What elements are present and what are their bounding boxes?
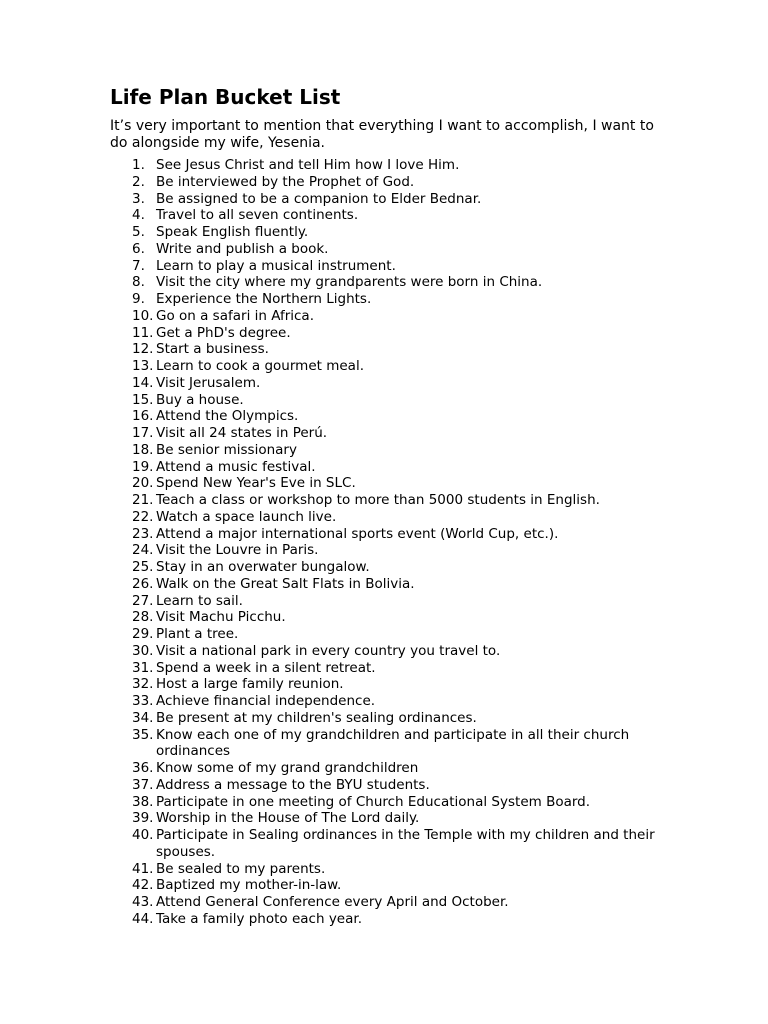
list-item-number: 29. [132,626,154,642]
list-item-number: 10. [132,307,154,324]
list-item-number: 18. [132,441,154,458]
list-item-number: 30. [132,642,154,659]
list-item [110,576,670,593]
list-item-text: Write and publish a book. [156,240,329,257]
list-item [110,509,670,526]
list-item-text: Address a message to the BYU students. [156,776,430,793]
list-item-number: 28. [132,609,154,626]
list-item-text: Visit the city where my grandparents were born in China. [156,274,543,291]
list-item-number: 37. [132,776,154,793]
list-item [110,727,670,761]
list-item-text: Plant a tree. [156,626,239,642]
list-item [110,325,670,342]
list-item [110,710,670,727]
list-item [110,911,670,928]
list-item [110,861,670,878]
list-item-text: Learn to play a musical instrument. [156,257,396,274]
list-item-text: Stay in an overwater bungalow. [156,559,370,575]
list-item [110,207,670,224]
list-item-text: Spend a week in a silent retreat. [156,659,376,676]
list-item-text: Attend the Olympics. [156,408,299,425]
list-item-number: 17. [132,425,154,441]
list-item [110,660,670,677]
list-item [110,258,670,275]
list-item-text: Learn to cook a gourmet meal. [156,358,364,374]
list-item-number: 39. [132,810,154,827]
list-item-text: Get a PhD's degree. [156,324,291,341]
list-item [110,559,670,576]
list-item-number: 6. [132,240,145,257]
list-item [110,760,670,777]
list-item [110,358,670,375]
list-item-number: 15. [132,391,154,408]
list-item-number: 34. [132,709,154,726]
list-item-number: 44. [132,910,154,927]
list-item [110,174,670,191]
list-item-number: 40. [132,827,154,843]
list-item-text: Take a family photo each year. [156,910,362,927]
list-item [110,459,670,476]
list-item [110,626,670,643]
list-item-text: Experience the Northern Lights. [156,291,372,307]
list-item-number: 1. [132,157,145,173]
list-item-number: 11. [132,324,154,341]
list-item [110,425,670,442]
document-title: Life Plan Bucket List [110,85,341,109]
list-item-text: See Jesus Christ and tell Him how I love Him. [156,157,460,173]
list-item-number: 20. [132,475,154,492]
list-item-text: Be sealed to my parents. [156,860,326,877]
list-item [110,291,670,308]
list-item [110,442,670,459]
list-item [110,542,670,559]
list-item-text: Start a business. [156,341,269,358]
list-item-text: Walk on the Great Salt Flats in Bolivia. [156,575,415,592]
list-item-text: Teach a class or workshop to more than 5000 students in English. [156,492,600,508]
list-item-number: 14. [132,374,154,391]
list-item [110,526,670,543]
list-item [110,827,670,861]
list-item-text: Attend a major international sports event (World Cup, etc.). [156,525,559,542]
list-item-number: 32. [132,676,154,693]
list-item-text: Visit Jerusalem. [156,374,261,391]
list-item-text: Visit a national park in every country you travel to. [156,642,501,659]
list-item [110,794,670,811]
list-item-number: 24. [132,542,154,559]
list-item-number: 7. [132,257,145,274]
list-item [110,593,670,610]
list-item-number: 22. [132,508,154,525]
list-item [110,810,670,827]
list-item-text: Host a large family reunion. [156,676,344,693]
list-item-number: 23. [132,525,154,542]
list-item-text: Visit Machu Picchu. [156,609,286,626]
list-item-number: 9. [132,291,145,307]
list-item-number: 2. [132,173,145,190]
list-item-number: 41. [132,860,154,877]
list-item [110,693,670,710]
list-item-number: 5. [132,224,145,240]
list-item [110,157,670,174]
list-item-text: Know each one of my grandchildren and participate in all their church ordinances [156,726,630,760]
list-item [110,877,670,894]
list-item-text: Participate in Sealing ordinances in the Temple with my children and their spouses. [156,827,655,860]
list-item [110,408,670,425]
list-item-number: 35. [132,726,154,743]
list-item-number: 12. [132,341,154,358]
list-item [110,375,670,392]
list-item-text: Buy a house. [156,391,244,408]
list-item-text: Participate in one meeting of Church Educational System Board. [156,793,591,810]
list-item-number: 31. [132,659,154,676]
list-item-number: 3. [132,190,145,207]
document-page [110,84,670,928]
list-item-text: Baptized my mother-in-law. [156,877,342,894]
list-item-number: 43. [132,894,154,910]
list-item-text: Travel to all seven continents. [156,207,359,224]
list-item-text: Be present at my children's sealing ordinances. [156,709,477,726]
list-item-text: Spend New Year's Eve in SLC. [156,475,356,492]
list-item-text: Be assigned to be a companion to Elder Bednar. [156,190,482,207]
list-item [110,777,670,794]
list-item-text: Learn to sail. [156,592,243,609]
bucket-list [110,157,670,928]
list-item-text: Visit the Louvre in Paris. [156,542,319,559]
list-item [110,341,670,358]
list-item-number: 21. [132,492,154,508]
list-item [110,308,670,325]
list-item-number: 33. [132,693,154,709]
list-item [110,894,670,911]
list-item-number: 16. [132,408,154,425]
list-item-number: 4. [132,207,145,224]
list-item-text: Worship in the House of The Lord daily. [156,810,420,827]
list-item-text: Be senior missionary [156,441,297,458]
list-item [110,676,670,693]
list-item-number: 8. [132,274,145,291]
list-item-text: Achieve financial independence. [156,693,376,709]
list-item-text: Attend a music festival. [156,458,316,475]
list-item-text: Know some of my grand grandchildren [156,760,419,776]
list-item [110,609,670,626]
list-item-number: 19. [132,458,154,475]
list-item-text: Attend General Conference every April and October. [156,894,509,910]
list-item-number: 27. [132,592,154,609]
intro-paragraph: It’s very important to mention that everything I want to accomplish, I want to do alongside my wife, Yesenia. [110,118,654,151]
list-item-number: 42. [132,877,154,894]
list-item [110,241,670,258]
list-item [110,191,670,208]
list-item [110,392,670,409]
list-item-number: 26. [132,575,154,592]
list-item-text: Watch a space launch live. [156,508,337,525]
list-item-text: Visit all 24 states in Perú. [156,425,328,441]
list-item [110,492,670,509]
list-item [110,274,670,291]
list-item-number: 38. [132,793,154,810]
list-item-number: 13. [132,358,154,374]
list-item [110,643,670,660]
list-item [110,224,670,241]
list-item-number: 36. [132,760,154,776]
list-item-text: Go on a safari in Africa. [156,307,314,324]
list-item [110,475,670,492]
list-item-text: Be interviewed by the Prophet of God. [156,173,415,190]
list-item-number: 25. [132,559,154,575]
list-item-text: Speak English fluently. [156,224,309,240]
